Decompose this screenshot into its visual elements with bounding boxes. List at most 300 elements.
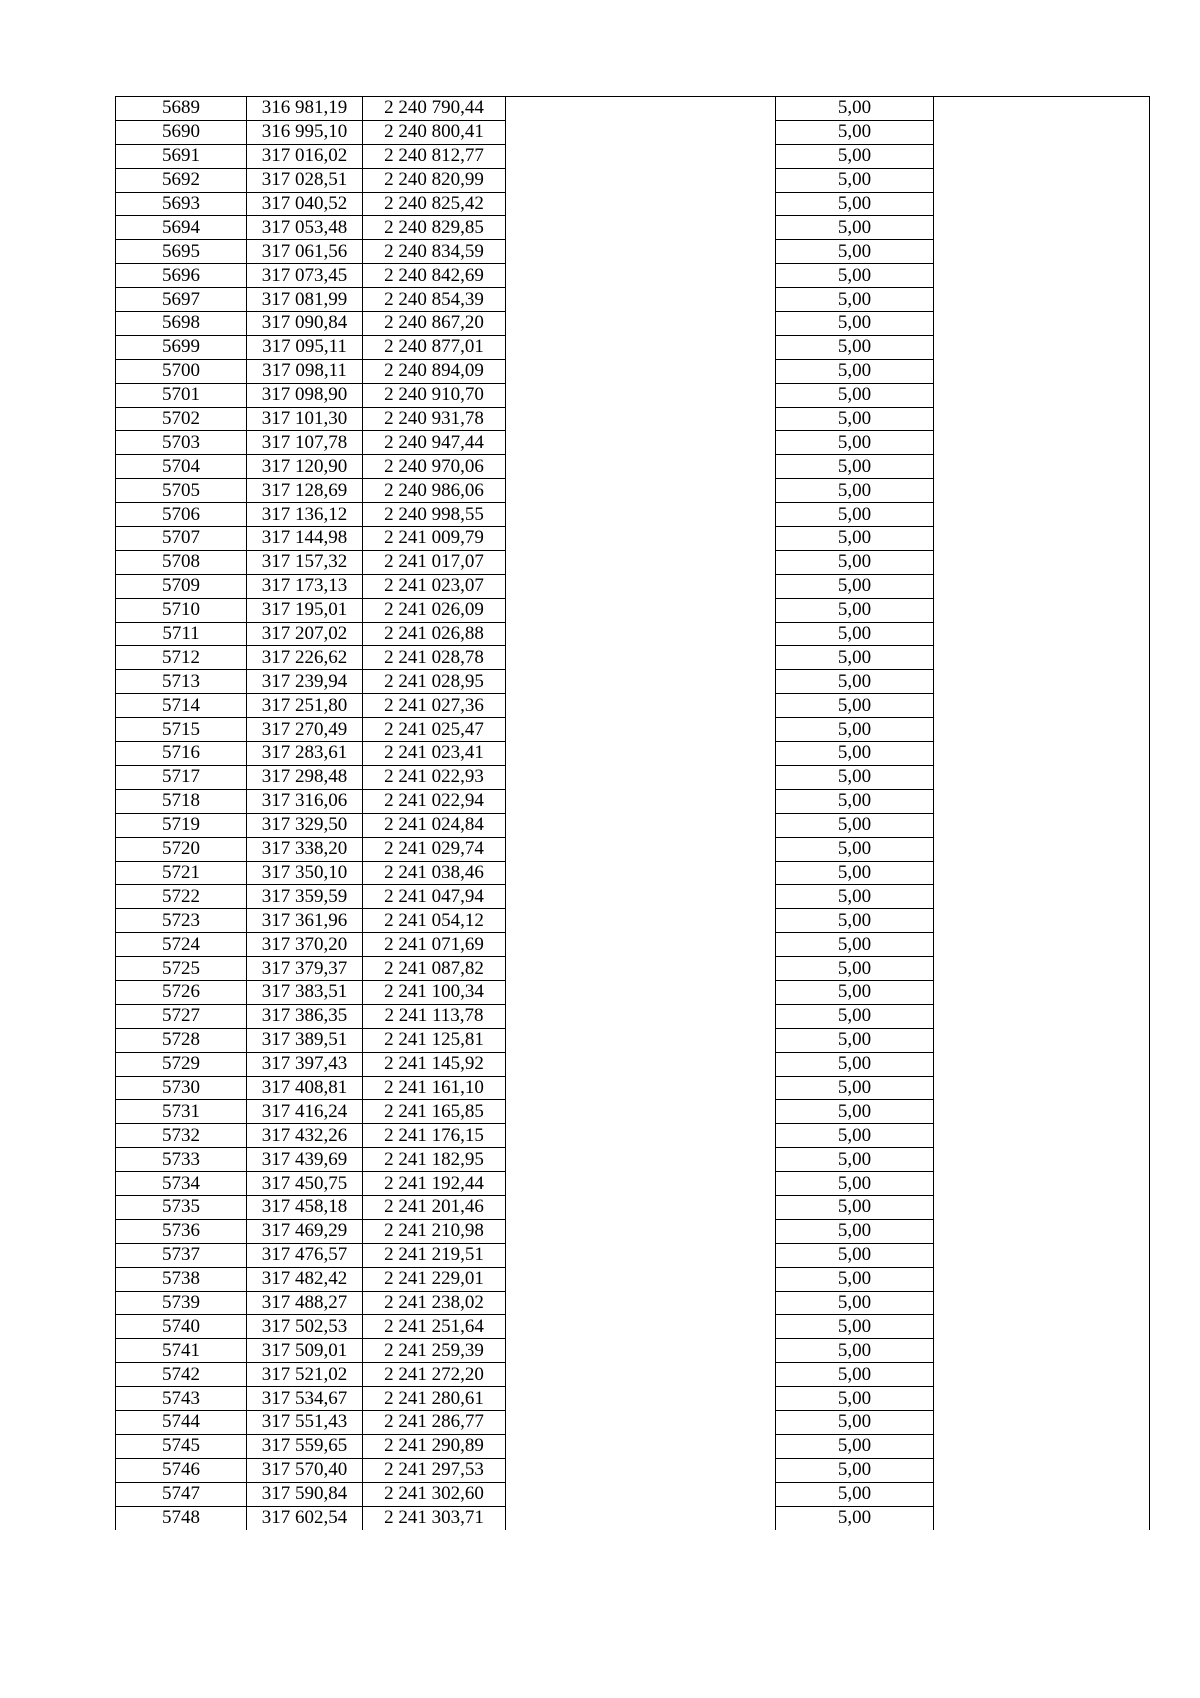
x-coordinate-cell: 317 476,57 [247, 1243, 363, 1267]
empty-cell [506, 1291, 776, 1315]
point-number-cell: 5713 [116, 670, 247, 694]
x-coordinate-cell: 317 107,78 [247, 431, 363, 455]
x-coordinate-cell: 317 016,02 [247, 144, 363, 168]
point-number-cell: 5743 [116, 1387, 247, 1411]
empty-cell [934, 1267, 1150, 1291]
table-row [116, 789, 1150, 813]
y-coordinate-cell: 2 241 176,15 [363, 1124, 506, 1148]
value-cell: 5,00 [776, 407, 934, 431]
point-number-cell: 5729 [116, 1052, 247, 1076]
y-coordinate-cell: 2 241 087,82 [363, 957, 506, 981]
point-number-cell: 5734 [116, 1172, 247, 1196]
empty-cell [506, 97, 776, 121]
empty-cell [934, 1100, 1150, 1124]
x-coordinate-cell: 317 469,29 [247, 1219, 363, 1243]
value-cell: 5,00 [776, 383, 934, 407]
y-coordinate-cell: 2 241 161,10 [363, 1076, 506, 1100]
x-coordinate-cell: 317 432,26 [247, 1124, 363, 1148]
value-cell: 5,00 [776, 980, 934, 1004]
point-number-cell: 5724 [116, 933, 247, 957]
value-cell: 5,00 [776, 1506, 934, 1530]
empty-cell [934, 240, 1150, 264]
empty-cell [934, 455, 1150, 479]
table-row [116, 383, 1150, 407]
y-coordinate-cell: 2 240 829,85 [363, 216, 506, 240]
empty-cell [934, 527, 1150, 551]
x-coordinate-cell: 317 383,51 [247, 980, 363, 1004]
point-number-cell: 5691 [116, 144, 247, 168]
empty-cell [934, 1434, 1150, 1458]
empty-cell [934, 670, 1150, 694]
value-cell: 5,00 [776, 1124, 934, 1148]
empty-cell [934, 1172, 1150, 1196]
empty-cell [506, 742, 776, 766]
point-number-cell: 5694 [116, 216, 247, 240]
empty-cell [506, 1124, 776, 1148]
empty-cell [506, 1004, 776, 1028]
empty-cell [934, 168, 1150, 192]
point-number-cell: 5747 [116, 1482, 247, 1506]
x-coordinate-cell: 317 590,84 [247, 1482, 363, 1506]
x-coordinate-cell: 317 386,35 [247, 1004, 363, 1028]
value-cell: 5,00 [776, 527, 934, 551]
table-row [116, 1124, 1150, 1148]
point-number-cell: 5692 [116, 168, 247, 192]
x-coordinate-cell: 317 098,11 [247, 359, 363, 383]
empty-cell [934, 479, 1150, 503]
value-cell: 5,00 [776, 1100, 934, 1124]
empty-cell [934, 861, 1150, 885]
x-coordinate-cell: 317 239,94 [247, 670, 363, 694]
point-number-cell: 5712 [116, 646, 247, 670]
empty-cell [934, 742, 1150, 766]
point-number-cell: 5703 [116, 431, 247, 455]
table-row [116, 1458, 1150, 1482]
x-coordinate-cell: 317 502,53 [247, 1315, 363, 1339]
empty-cell [506, 598, 776, 622]
empty-cell [506, 1363, 776, 1387]
x-coordinate-cell: 317 559,65 [247, 1434, 363, 1458]
empty-cell [506, 431, 776, 455]
y-coordinate-cell: 2 240 986,06 [363, 479, 506, 503]
y-coordinate-cell: 2 241 201,46 [363, 1195, 506, 1219]
x-coordinate-cell: 317 195,01 [247, 598, 363, 622]
point-number-cell: 5719 [116, 813, 247, 837]
table-row [116, 144, 1150, 168]
table-row [116, 1339, 1150, 1363]
point-number-cell: 5730 [116, 1076, 247, 1100]
empty-cell [506, 168, 776, 192]
point-number-cell: 5699 [116, 335, 247, 359]
value-cell: 5,00 [776, 1195, 934, 1219]
x-coordinate-cell: 317 361,96 [247, 909, 363, 933]
empty-cell [506, 1243, 776, 1267]
x-coordinate-cell: 317 416,24 [247, 1100, 363, 1124]
table-row [116, 694, 1150, 718]
x-coordinate-cell: 317 408,81 [247, 1076, 363, 1100]
y-coordinate-cell: 2 241 023,41 [363, 742, 506, 766]
table-row [116, 216, 1150, 240]
value-cell: 5,00 [776, 1004, 934, 1028]
empty-cell [934, 312, 1150, 336]
y-coordinate-cell: 2 241 023,07 [363, 574, 506, 598]
table-row [116, 837, 1150, 861]
value-cell: 5,00 [776, 1434, 934, 1458]
table-row [116, 503, 1150, 527]
point-number-cell: 5745 [116, 1434, 247, 1458]
value-cell: 5,00 [776, 909, 934, 933]
y-coordinate-cell: 2 240 867,20 [363, 312, 506, 336]
empty-cell [934, 980, 1150, 1004]
table-row [116, 670, 1150, 694]
y-coordinate-cell: 2 241 219,51 [363, 1243, 506, 1267]
point-number-cell: 5736 [116, 1219, 247, 1243]
table-row [116, 192, 1150, 216]
value-cell: 5,00 [776, 479, 934, 503]
y-coordinate-cell: 2 241 286,77 [363, 1410, 506, 1434]
value-cell: 5,00 [776, 216, 934, 240]
empty-cell [934, 431, 1150, 455]
x-coordinate-cell: 317 316,06 [247, 789, 363, 813]
empty-cell [934, 837, 1150, 861]
table-row [116, 1076, 1150, 1100]
value-cell: 5,00 [776, 1219, 934, 1243]
table-row [116, 598, 1150, 622]
empty-cell [506, 957, 776, 981]
point-number-cell: 5711 [116, 622, 247, 646]
empty-cell [934, 120, 1150, 144]
y-coordinate-cell: 2 241 038,46 [363, 861, 506, 885]
value-cell: 5,00 [776, 335, 934, 359]
value-cell: 5,00 [776, 97, 934, 121]
x-coordinate-cell: 317 073,45 [247, 264, 363, 288]
x-coordinate-cell: 317 283,61 [247, 742, 363, 766]
x-coordinate-cell: 316 995,10 [247, 120, 363, 144]
point-number-cell: 5744 [116, 1410, 247, 1434]
table-row [116, 1100, 1150, 1124]
point-number-cell: 5738 [116, 1267, 247, 1291]
value-cell: 5,00 [776, 813, 934, 837]
point-number-cell: 5709 [116, 574, 247, 598]
point-number-cell: 5727 [116, 1004, 247, 1028]
table-body [116, 97, 1150, 1530]
empty-cell [506, 1410, 776, 1434]
empty-cell [506, 574, 776, 598]
y-coordinate-cell: 2 241 026,88 [363, 622, 506, 646]
y-coordinate-cell: 2 240 998,55 [363, 503, 506, 527]
x-coordinate-cell: 317 173,13 [247, 574, 363, 598]
value-cell: 5,00 [776, 288, 934, 312]
empty-cell [506, 1028, 776, 1052]
value-cell: 5,00 [776, 1028, 934, 1052]
y-coordinate-cell: 2 240 800,41 [363, 120, 506, 144]
point-number-cell: 5707 [116, 527, 247, 551]
value-cell: 5,00 [776, 240, 934, 264]
empty-cell [934, 1506, 1150, 1530]
x-coordinate-cell: 317 270,49 [247, 718, 363, 742]
table-row [116, 1434, 1150, 1458]
x-coordinate-cell: 317 534,67 [247, 1387, 363, 1411]
y-coordinate-cell: 2 241 028,78 [363, 646, 506, 670]
empty-cell [934, 813, 1150, 837]
empty-cell [934, 1052, 1150, 1076]
empty-cell [506, 1506, 776, 1530]
point-number-cell: 5733 [116, 1148, 247, 1172]
point-number-cell: 5689 [116, 97, 247, 121]
table-row [116, 120, 1150, 144]
y-coordinate-cell: 2 241 009,79 [363, 527, 506, 551]
value-cell: 5,00 [776, 646, 934, 670]
table-row [116, 1028, 1150, 1052]
y-coordinate-cell: 2 241 229,01 [363, 1267, 506, 1291]
y-coordinate-cell: 2 241 028,95 [363, 670, 506, 694]
table-row [116, 1482, 1150, 1506]
point-number-cell: 5700 [116, 359, 247, 383]
empty-cell [934, 264, 1150, 288]
empty-cell [934, 885, 1150, 909]
y-coordinate-cell: 2 241 029,74 [363, 837, 506, 861]
x-coordinate-cell: 317 157,32 [247, 550, 363, 574]
empty-cell [934, 789, 1150, 813]
empty-cell [506, 813, 776, 837]
point-number-cell: 5725 [116, 957, 247, 981]
empty-cell [506, 479, 776, 503]
value-cell: 5,00 [776, 933, 934, 957]
value-cell: 5,00 [776, 622, 934, 646]
empty-cell [934, 1028, 1150, 1052]
point-number-cell: 5741 [116, 1339, 247, 1363]
empty-cell [506, 264, 776, 288]
empty-cell [506, 1387, 776, 1411]
y-coordinate-cell: 2 240 931,78 [363, 407, 506, 431]
empty-cell [934, 765, 1150, 789]
x-coordinate-cell: 317 329,50 [247, 813, 363, 837]
table-row [116, 335, 1150, 359]
point-number-cell: 5704 [116, 455, 247, 479]
table-row [116, 312, 1150, 336]
point-number-cell: 5715 [116, 718, 247, 742]
empty-cell [506, 1219, 776, 1243]
x-coordinate-cell: 317 359,59 [247, 885, 363, 909]
empty-cell [506, 1339, 776, 1363]
empty-cell [506, 980, 776, 1004]
point-number-cell: 5728 [116, 1028, 247, 1052]
x-coordinate-cell: 317 350,10 [247, 861, 363, 885]
empty-cell [934, 503, 1150, 527]
x-coordinate-cell: 317 136,12 [247, 503, 363, 527]
point-number-cell: 5718 [116, 789, 247, 813]
empty-cell [506, 550, 776, 574]
point-number-cell: 5693 [116, 192, 247, 216]
empty-cell [506, 240, 776, 264]
y-coordinate-cell: 2 241 297,53 [363, 1458, 506, 1482]
y-coordinate-cell: 2 240 812,77 [363, 144, 506, 168]
empty-cell [506, 1458, 776, 1482]
value-cell: 5,00 [776, 1291, 934, 1315]
value-cell: 5,00 [776, 1076, 934, 1100]
value-cell: 5,00 [776, 957, 934, 981]
table-row [116, 1410, 1150, 1434]
y-coordinate-cell: 2 240 910,70 [363, 383, 506, 407]
point-number-cell: 5723 [116, 909, 247, 933]
x-coordinate-cell: 317 120,90 [247, 455, 363, 479]
x-coordinate-cell: 317 226,62 [247, 646, 363, 670]
empty-cell [934, 933, 1150, 957]
empty-cell [506, 503, 776, 527]
empty-cell [934, 192, 1150, 216]
point-number-cell: 5706 [116, 503, 247, 527]
point-number-cell: 5731 [116, 1100, 247, 1124]
table-row [116, 574, 1150, 598]
x-coordinate-cell: 317 370,20 [247, 933, 363, 957]
empty-cell [934, 646, 1150, 670]
y-coordinate-cell: 2 241 182,95 [363, 1148, 506, 1172]
table-row [116, 527, 1150, 551]
empty-cell [934, 1363, 1150, 1387]
table-row [116, 264, 1150, 288]
table-row [116, 1219, 1150, 1243]
table-row [116, 1148, 1150, 1172]
table-row [116, 885, 1150, 909]
y-coordinate-cell: 2 241 025,47 [363, 718, 506, 742]
point-number-cell: 5696 [116, 264, 247, 288]
table-row [116, 431, 1150, 455]
table-row [116, 933, 1150, 957]
x-coordinate-cell: 317 570,40 [247, 1458, 363, 1482]
x-coordinate-cell: 317 439,69 [247, 1148, 363, 1172]
x-coordinate-cell: 317 450,75 [247, 1172, 363, 1196]
value-cell: 5,00 [776, 503, 934, 527]
empty-cell [506, 622, 776, 646]
value-cell: 5,00 [776, 1267, 934, 1291]
value-cell: 5,00 [776, 168, 934, 192]
empty-cell [934, 407, 1150, 431]
y-coordinate-cell: 2 240 947,44 [363, 431, 506, 455]
x-coordinate-cell: 317 551,43 [247, 1410, 363, 1434]
y-coordinate-cell: 2 240 842,69 [363, 264, 506, 288]
empty-cell [506, 1172, 776, 1196]
empty-cell [506, 216, 776, 240]
empty-cell [934, 335, 1150, 359]
y-coordinate-cell: 2 241 290,89 [363, 1434, 506, 1458]
y-coordinate-cell: 2 240 894,09 [363, 359, 506, 383]
point-number-cell: 5746 [116, 1458, 247, 1482]
empty-cell [506, 335, 776, 359]
value-cell: 5,00 [776, 742, 934, 766]
table-row [116, 359, 1150, 383]
value-cell: 5,00 [776, 120, 934, 144]
coordinates-table [115, 96, 1150, 1530]
table-row [116, 455, 1150, 479]
point-number-cell: 5716 [116, 742, 247, 766]
empty-cell [934, 1243, 1150, 1267]
empty-cell [934, 622, 1150, 646]
empty-cell [934, 1458, 1150, 1482]
y-coordinate-cell: 2 241 054,12 [363, 909, 506, 933]
y-coordinate-cell: 2 241 047,94 [363, 885, 506, 909]
table-row [116, 97, 1150, 121]
point-number-cell: 5721 [116, 861, 247, 885]
value-cell: 5,00 [776, 1243, 934, 1267]
empty-cell [506, 1100, 776, 1124]
x-coordinate-cell: 317 101,30 [247, 407, 363, 431]
empty-cell [934, 288, 1150, 312]
y-coordinate-cell: 2 240 825,42 [363, 192, 506, 216]
x-coordinate-cell: 317 602,54 [247, 1506, 363, 1530]
empty-cell [506, 1052, 776, 1076]
empty-cell [934, 718, 1150, 742]
empty-cell [506, 1482, 776, 1506]
value-cell: 5,00 [776, 598, 934, 622]
empty-cell [934, 1410, 1150, 1434]
point-number-cell: 5695 [116, 240, 247, 264]
point-number-cell: 5710 [116, 598, 247, 622]
y-coordinate-cell: 2 241 165,85 [363, 1100, 506, 1124]
empty-cell [934, 909, 1150, 933]
table-row [116, 168, 1150, 192]
y-coordinate-cell: 2 240 854,39 [363, 288, 506, 312]
value-cell: 5,00 [776, 1315, 934, 1339]
point-number-cell: 5748 [116, 1506, 247, 1530]
y-coordinate-cell: 2 240 834,59 [363, 240, 506, 264]
empty-cell [506, 455, 776, 479]
table-row [116, 646, 1150, 670]
empty-cell [934, 1124, 1150, 1148]
table-row [116, 1387, 1150, 1411]
y-coordinate-cell: 2 240 877,01 [363, 335, 506, 359]
value-cell: 5,00 [776, 1339, 934, 1363]
x-coordinate-cell: 317 521,02 [247, 1363, 363, 1387]
y-coordinate-cell: 2 241 238,02 [363, 1291, 506, 1315]
empty-cell [934, 1076, 1150, 1100]
empty-cell [506, 789, 776, 813]
empty-cell [506, 670, 776, 694]
x-coordinate-cell: 317 090,84 [247, 312, 363, 336]
point-number-cell: 5714 [116, 694, 247, 718]
empty-cell [506, 1076, 776, 1100]
x-coordinate-cell: 317 061,56 [247, 240, 363, 264]
table-row [116, 1315, 1150, 1339]
point-number-cell: 5697 [116, 288, 247, 312]
empty-cell [506, 192, 776, 216]
empty-cell [506, 694, 776, 718]
empty-cell [934, 957, 1150, 981]
point-number-cell: 5732 [116, 1124, 247, 1148]
table-row [116, 909, 1150, 933]
value-cell: 5,00 [776, 1172, 934, 1196]
table-row [116, 407, 1150, 431]
y-coordinate-cell: 2 240 970,06 [363, 455, 506, 479]
empty-cell [934, 144, 1150, 168]
table-row [116, 861, 1150, 885]
empty-cell [506, 527, 776, 551]
y-coordinate-cell: 2 241 145,92 [363, 1052, 506, 1076]
table-row [116, 1195, 1150, 1219]
value-cell: 5,00 [776, 789, 934, 813]
point-number-cell: 5735 [116, 1195, 247, 1219]
x-coordinate-cell: 317 458,18 [247, 1195, 363, 1219]
x-coordinate-cell: 317 081,99 [247, 288, 363, 312]
empty-cell [506, 765, 776, 789]
value-cell: 5,00 [776, 670, 934, 694]
table-row [116, 957, 1150, 981]
value-cell: 5,00 [776, 718, 934, 742]
y-coordinate-cell: 2 241 024,84 [363, 813, 506, 837]
x-coordinate-cell: 317 338,20 [247, 837, 363, 861]
table-row [116, 622, 1150, 646]
value-cell: 5,00 [776, 312, 934, 336]
y-coordinate-cell: 2 241 022,93 [363, 765, 506, 789]
